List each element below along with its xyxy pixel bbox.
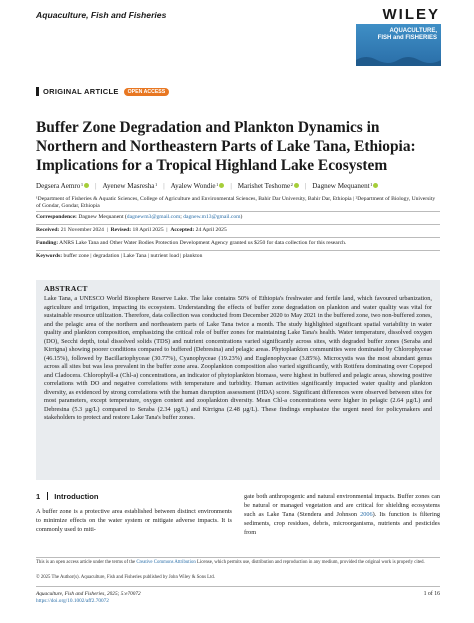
divider bbox=[36, 211, 440, 212]
publisher-logo[interactable]: WILEY bbox=[382, 6, 440, 23]
author[interactable]: Degsera Aemro $^1$ bbox=[36, 182, 89, 190]
divider bbox=[36, 250, 440, 251]
journal-cover-badge[interactable] bbox=[356, 24, 441, 66]
email-link[interactable]: dagnewm3@gmail.com bbox=[126, 214, 181, 220]
author-separator: | bbox=[95, 182, 97, 190]
body-column-left: A buffer zone is a protective area established between distinct environments to minimize effects on the water system or mitigate adverse impacts. It is commonly used to miti- bbox=[36, 508, 232, 533]
author[interactable]: Dagnew Mequanent $^1$ bbox=[312, 182, 378, 190]
divider bbox=[36, 557, 440, 558]
article-title: Buffer Zone Degradation and Plankton Dynamics in Northern and Northeastern Parts of Lake Tana, Ethiopia: Implications for a Tropical Highland Lake Ecosystem bbox=[36, 119, 416, 174]
doi-link[interactable]: https://doi.org/10.1002/aff2.70072 bbox=[36, 598, 109, 604]
divider bbox=[36, 224, 440, 225]
badge-line-2: FISH and FISHERIES bbox=[377, 35, 437, 41]
type-bar-icon bbox=[36, 87, 39, 96]
divider bbox=[36, 586, 440, 587]
abstract-heading: ABSTRACT bbox=[44, 284, 88, 293]
affiliations: ¹Department of Fisheries & Aquatic Sciences, College of Agriculture and Environmental Sciences, Bahir Dar University, Bahir Dar, Ethiopia | ²Department of Biology, University of Gondar, Gondar, Ethiopia bbox=[36, 196, 436, 209]
orcid-icon[interactable] bbox=[373, 183, 378, 188]
badge-line-1: AQUACULTURE, bbox=[389, 28, 437, 34]
heading-bar-icon bbox=[47, 492, 48, 500]
citation-link[interactable]: 2006 bbox=[360, 511, 373, 518]
article-type-row bbox=[36, 87, 169, 96]
abstract-text: Lake Tana, a UNESCO World Biosphere Reserve Lake. The lake contains 50% of Ethiopia's freshwater and fertile land, which favoured urbanization, agriculture and irrigation, impacting its ecosystem. Understanding the effects of buffer zone degradation on plankton and water quality was vital for sustainable resource utilization. Therefore, data collection was conducted from December 2020 to May 2021 in the buffered zone, two non-buffered zones, and the pelagic area of the northern and northeastern parts of Lake Tana twice a month. The study highlighted significant spatial variability in water quality and plankton composition, emphasizing the critical role of buffer zones for maintaining Lake Tana's health. Water temperature, dissolved oxygen (DO), Secchi depth, total dissolved solids (TDS) and nutrient concentrations varied significantly across sites, with degraded buffer zones (Seraba and Kirrigna) showing poorer conditions compared to buffered (Debresina) and pelagic areas. Phytoplankton communities were dominated by Chlorophyceae (46.15%), followed by Bacillariophyceae (30.77%), Cyanophyceae (19.23%) and Euglenophyceae (3.85%). Microcystis was the most abundant genus across all sites but was less prevalent in the buffer zone area. Zooplankton composition also varied significantly, with Rotifera dominating over Copepod and Cladocera. Chlorophyll-a (Chl-a) concentrations, an indicator of phytoplankton biomass, were highest in buffered and pelagic areas, showing positive correlations with DO and negative correlations with temperature and turbidity. Human activities significantly impacted water quality and plankton diversity, as evidenced by strong correlations with the human disruption assessment (HDA) score. Significant differences were observed between sites for most parameters, except temperature, oxygen content and zooplankton diversity. Mean Chl-a concentrations were higher in pelagic (2.64 µg/L) and Debresina (5.3 µg/L) compared to Seraba (2.34 µg/L) and Kirrigna (2.48 µg/L). These findings emphasize the urgent need for policymakers and stakeholders to protect and restore Lake Tana's buffer zones. bbox=[44, 295, 432, 421]
orcid-icon[interactable] bbox=[294, 183, 299, 188]
footer-citation: Aquaculture, Fish and Fisheries, 2025; 5:e70072 https://doi.org/10.1002/aff2.70072 bbox=[36, 591, 141, 604]
author-separator: | bbox=[304, 182, 307, 190]
orcid-icon[interactable] bbox=[84, 183, 89, 188]
keywords: Keywords: buffer zone | degradation | Lake Tana | nutrient load | plankton bbox=[36, 253, 203, 259]
orcid-icon[interactable] bbox=[219, 183, 224, 188]
journal-name: Aquaculture, Fish and Fisheries bbox=[36, 10, 167, 20]
page-number: 1 of 16 bbox=[423, 591, 440, 597]
author[interactable]: Marishet Teshome $^2$ bbox=[238, 182, 299, 190]
author-list bbox=[36, 182, 446, 190]
license-link[interactable]: Creative Commons Attribution bbox=[136, 560, 196, 565]
author-separator: | bbox=[230, 182, 232, 190]
email-link[interactable]: dagnew.m13@gmail.com bbox=[183, 214, 241, 220]
abstract-box bbox=[36, 280, 440, 480]
author[interactable]: Ayenew Masresha $^1$ bbox=[102, 182, 158, 190]
open-access-badge[interactable]: OPEN ACCESS bbox=[124, 88, 170, 96]
section-heading: 1 Introduction bbox=[36, 492, 99, 501]
copyright-note: © 2025 The Author(s). Aquaculture, Fish and Fisheries published by John Wiley & Sons Ltd. bbox=[36, 575, 216, 580]
divider bbox=[36, 237, 440, 238]
funding: Funding: ANRS Lake Tana and Other Water Bodies Protection Development Agency granted us $250 for data collection for this research. bbox=[36, 240, 347, 246]
author-separator: | bbox=[163, 182, 165, 190]
license-note: This is an open access article under the terms of the Creative Commons Attribution License, which permits use, distribution and reproduction in any medium, provided the original work is properly cited. bbox=[36, 560, 425, 565]
body-column-right: gate both anthropogenic and natural environmental impacts. Buffer zones can be natural or managed vegetation and are critical for shielding ecosystems such as Lake Tana (Stendera and Johnson 2006). Its function is filtering sediments, crop residues, debris, microorganisms, nutrients and pesticides from bbox=[244, 493, 440, 536]
wave-icon bbox=[356, 54, 441, 66]
correspondence: Correspondence: Dagnew Mequanent (dagnewm3@gmail.com; dagnew.m13@gmail.com) bbox=[36, 214, 243, 220]
dates: Received: 21 November 2024 | Revised: 18 April 2025 | Accepted: 24 April 2025 bbox=[36, 227, 227, 233]
article-type: ORIGINAL ARTICLE bbox=[43, 87, 119, 96]
author[interactable]: Ayalew Wondie $^1$ bbox=[171, 182, 225, 190]
